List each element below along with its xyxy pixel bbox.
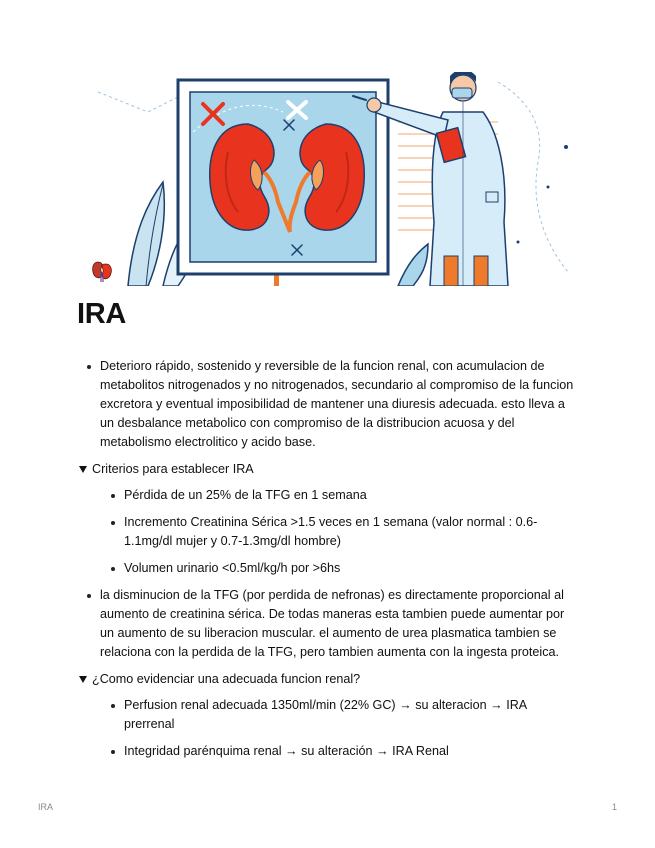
footer-title: IRA [38,802,54,812]
toggle-title: Criterios para establecer IRA [92,462,254,476]
kidney-icon [92,260,112,282]
list-item: la disminucion de la TFG (por perdida de nefronas) es directamente proporcional al aumento de creatinina sérica. De todas maneras esta tambien puede aumentar por un aumento de su liberacion muscular. el aumento de urea plasmatica tambien se relaciona con la perdida de la TFG, pero tambien aumenta con la ingesta proteica. [78,586,578,662]
page-content [78,357,578,769]
toggle-funcion-renal [78,670,578,761]
toggle-list [102,696,578,761]
cover-image [78,72,576,286]
list-item: Volumen urinario <0.5ml/kg/h por >6hs [102,559,578,578]
toggle-criterios [78,460,578,578]
list-item: Integridad parénquima renal → su alteración → IRA Renal [102,742,578,761]
list-item: Incremento Creatinina Sérica >1.5 veces en 1 semana (valor normal : 0.6-1.1mg/dl mujer y 0.7-1.3mg/dl hombre) [102,513,578,551]
kidney-illustration [78,72,576,286]
toggle-triangle-icon[interactable] [79,466,87,473]
page-title: IRA [77,298,127,330]
bullet-list [78,357,578,452]
toggle-title: ¿Como evidenciar una adecuada funcion renal? [92,672,361,686]
list-item: Deterioro rápido, sostenido y reversible de la funcion renal, con acumulacion de metabolitos nitrogenados y no nitrogenados, secundario al compromiso de la funcion excretora y eventual imposibilidad de mantener una diuresis adecuada. esto lleva a un desbalance metabolico con compromiso de la distribucion acuosa y del metabolismo electrolitico y acido base. [78,357,578,452]
bullet-list [78,586,578,662]
list-item: Perfusion renal adecuada 1350ml/min (22% GC) → su alteracion → IRA prerrenal [102,696,578,734]
page-number: 1 [611,802,617,812]
toggle-triangle-icon[interactable] [79,676,87,683]
toggle-header[interactable] [78,670,578,689]
toggle-header[interactable] [78,460,578,479]
list-item: Pérdida de un 25% de la TFG en 1 semana [102,486,578,505]
toggle-list [102,486,578,578]
